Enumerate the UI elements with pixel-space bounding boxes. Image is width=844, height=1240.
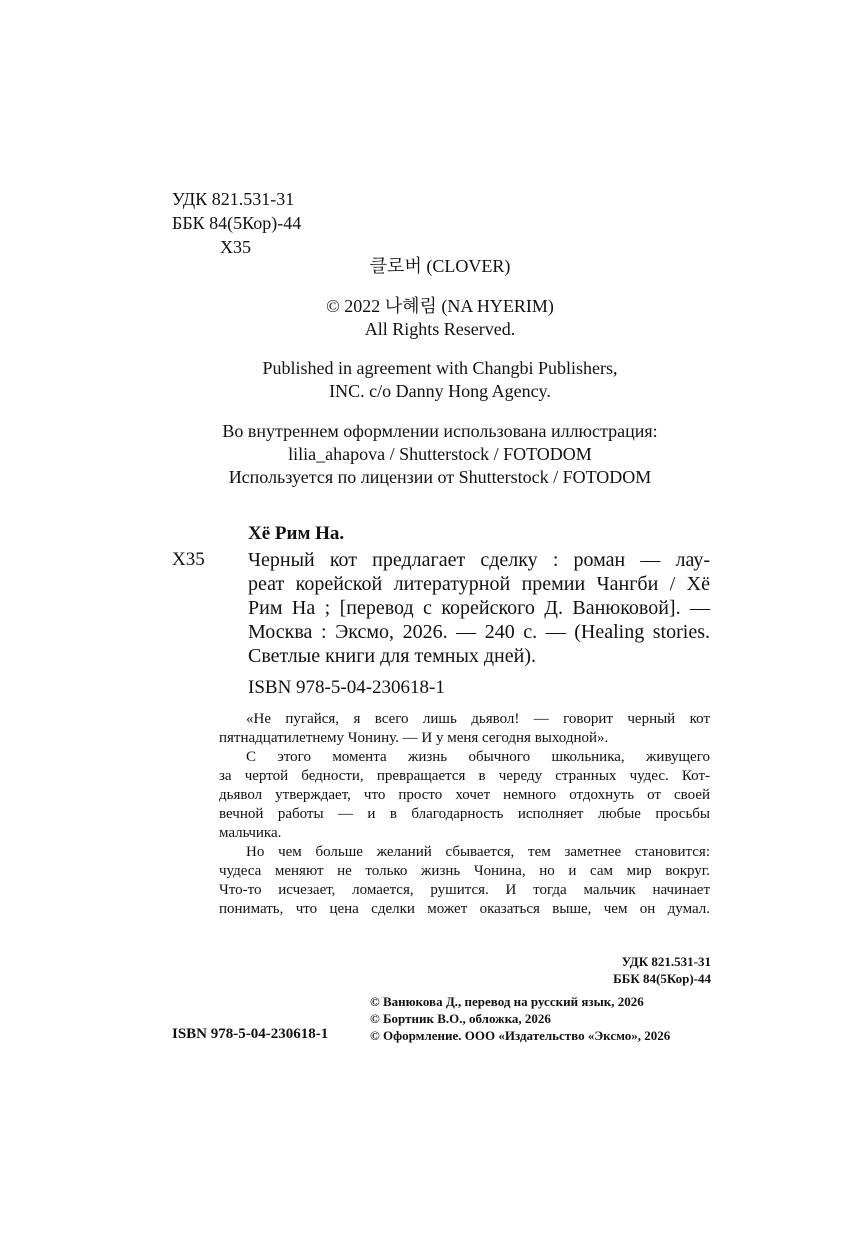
publisher-agreement bbox=[150, 357, 730, 403]
annotation bbox=[219, 710, 710, 919]
footer-copyright-line: © Бортник В.О., обложка, 2026 bbox=[370, 1011, 551, 1026]
bibliographic-description bbox=[248, 548, 710, 668]
annotation-line: понимать, что цена сделки может оказаться выше, чем он думал. bbox=[219, 901, 710, 917]
description-line: Черный кот предлагает сделку : роман — лау- bbox=[248, 549, 710, 571]
credit-line: Используется по лицензии от Shutterstock / FOTODOM bbox=[228, 467, 652, 487]
entry-isbn: ISBN 978-5-04-230618-1 bbox=[248, 677, 445, 698]
annotation-line: Что-то исчезает, ломается, рушится. И тогда мальчик начинает bbox=[219, 882, 710, 898]
footer-bbk: ББК 84(5Кор)-44 bbox=[613, 971, 711, 986]
annotation-line: мальчика. bbox=[219, 825, 282, 841]
footer-codes bbox=[613, 953, 711, 987]
description-line: реат корейской литературной премии Чангби / Хё bbox=[248, 573, 710, 595]
annotation-line: дьявол утверждает, что просто хочет немного отдохнуть от своей bbox=[219, 787, 710, 803]
annotation-line: С этого момента жизнь обычного школьника, живущего bbox=[246, 749, 710, 765]
footer-copyright-line: © Оформление. ООО «Издательство «Эксмо», 2026 bbox=[370, 1028, 671, 1043]
agreement-line: Published in agreement with Changbi Publishers, bbox=[262, 358, 618, 378]
copyright-line: © 2022 나혜림 (NA HYERIM) bbox=[326, 296, 554, 316]
annotation-line: «Не пугайся, я всего лишь дьявол! — говорит черный кот bbox=[246, 711, 710, 727]
annotation-paragraph bbox=[219, 748, 710, 843]
annotation-paragraph bbox=[219, 843, 710, 919]
author-heading: Хё Рим На. bbox=[248, 523, 345, 544]
description-line: Рим На ; [перевод с корейского Д. Ванюковой]. — bbox=[248, 597, 710, 619]
header-udk: УДК 821.531-31 bbox=[172, 189, 295, 209]
copyright-line: All Rights Reserved. bbox=[364, 319, 516, 339]
illustration-credit bbox=[150, 420, 730, 489]
footer-copyrights bbox=[370, 993, 670, 1044]
description-line: Светлые книги для темных дней). bbox=[248, 645, 536, 667]
entry-author-mark: Х35 bbox=[172, 549, 205, 570]
credit-line: Во внутреннем оформлении использована иллюстрация: bbox=[222, 421, 658, 441]
annotation-paragraph bbox=[219, 710, 710, 748]
original-title: 클로버 (CLOVER) bbox=[369, 256, 511, 276]
annotation-line: вечной работы — и в благодарность исполняет любые просьбы bbox=[219, 806, 710, 822]
annotation-line: Но чем больше желаний сбывается, тем заметнее становится: bbox=[246, 844, 710, 860]
footer-copyright-line: © Ванюкова Д., перевод на русский язык, 2026 bbox=[370, 994, 644, 1009]
header-bbk: ББК 84(5Кор)-44 bbox=[172, 213, 302, 233]
agreement-line: INC. c/o Danny Hong Agency. bbox=[329, 381, 551, 401]
credit-line: lilia_ahapova / Shutterstock / FOTODOM bbox=[288, 444, 592, 464]
copyright-block bbox=[150, 295, 730, 341]
footer-udk: УДК 821.531-31 bbox=[621, 954, 711, 969]
header-author-mark: Х35 bbox=[220, 237, 251, 257]
annotation-line: пятнадцатилетнему Чонину. — И у меня сегодня выходной». bbox=[219, 730, 609, 746]
description-line: Москва : Эксмо, 2026. — 240 с. — (Healing stories. bbox=[248, 621, 710, 643]
footer-isbn: ISBN 978-5-04-230618-1 bbox=[172, 1026, 329, 1042]
annotation-line: чудеса меняют не только жизнь Чонина, но и сам мир вокруг. bbox=[219, 863, 710, 879]
annotation-line: за чертой бедности, превращается в череду странных чудес. Кот- bbox=[219, 768, 710, 784]
